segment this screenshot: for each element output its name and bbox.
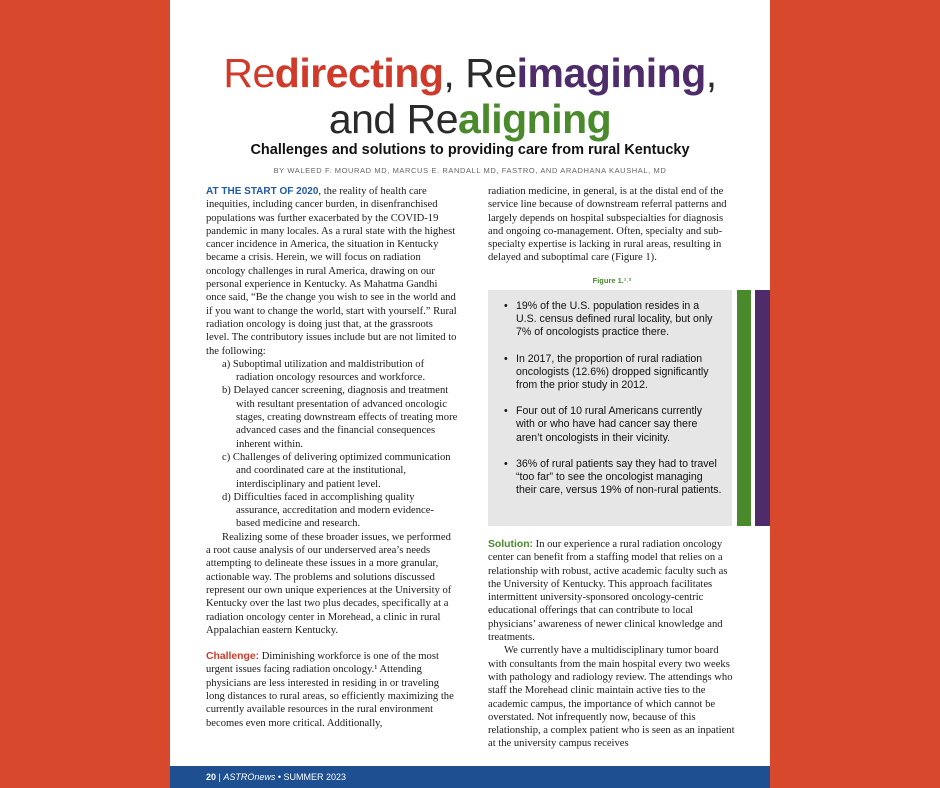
column-right (488, 185, 736, 265)
list-item: b) Delayed cancer screening, diagnosis and treatment with resultant presentation of advanced oncologic stages, creating downstream effects of treating more advanced cases and the financial consequences inherent within. (222, 385, 458, 450)
issue-label: • SUMMER 2023 (275, 772, 347, 782)
body-paragraph: radiation medicine, in general, is at the distal end of the service line because of downstream referral patterns and largely depends on hospital subspecialties for diagnosis and ongoing co-management. Often, specialty and sub-specialty expertise is lacking in rural areas, resulting in delayed and suboptimal care (Figure 1). (488, 186, 727, 264)
column-right-lower (488, 538, 736, 751)
spacer (206, 637, 458, 650)
figure-bullet: • Four out of 10 rural Americans currently with or who have had cancer say there aren’t oncologists in their vicinity. (504, 405, 722, 445)
byline: BY WALEED F. MOURAD MD, MARCUS E. RANDALL MD, FASTRO, AND ARADHANA KAUSHAL, MD (273, 166, 667, 175)
magazine-page (170, 0, 770, 788)
column-left (206, 185, 458, 730)
challenge-paragraph (206, 650, 458, 730)
solution-heading: Solution: (488, 539, 534, 550)
challenge-heading: Challenge: (206, 651, 260, 663)
figure-bullet: • In 2017, the proportion of rural radiation oncologists (12.6%) dropped significantly from the prior study in 2012. (504, 353, 722, 393)
intro-paragraph (206, 185, 458, 358)
body-paragraph: We currently have a multidisciplinary tumor board with consultants from the main hospital every two weeks with pathology and radiology review. The attendings who staff the Morehead clinic maintain active ties to the academic campus, the importance of which cannot be overstated. Not infrequently now, because of this relationship, a complex patient who is seen as an inpatient at the university campus receives (488, 645, 735, 750)
lead-in: AT THE START OF 2020 (206, 186, 319, 197)
footer-separator: | (216, 772, 224, 782)
issues-list (206, 358, 458, 531)
page-number: 20 (206, 772, 217, 782)
purple-accent-bar (755, 290, 770, 526)
page-footer (170, 766, 770, 788)
article-title-line2 (170, 96, 770, 142)
title-fragment: aligning (458, 96, 612, 142)
article-title-line1 (170, 50, 770, 96)
title-fragment: imagining (516, 50, 706, 96)
article-subtitle: Challenges and solutions to providing care from rural Kentucky (250, 142, 690, 158)
intro-text: , the reality of health care inequities, including cancer burden, in disenfranchised populations was further exacerbated by the COVID-19 pandemic in many locales. As a rural state with the highest cancer incidence in America, the situation in Kentucky became a crisis. Herein, we will focus on radiation oncology challenges in rural America, drawing on our personal experience in Kentucky. As Mahatma Gandhi once said, “Be the change you wish to see in the world and if you want to change the world, start with yourself.” Rural radiation oncology is doing just that, at the grassroots level. The contributory issues include but are not limited to the following: (206, 186, 457, 357)
publication-name: ASTROnews (223, 772, 276, 782)
list-item: a) Suboptimal utilization and maldistribution of radiation oncology resources and workforce. (222, 358, 426, 384)
solution-paragraph (488, 538, 736, 644)
title-fragment: , (705, 50, 717, 96)
figure-bullet: • 19% of the U.S. population resides in a U.S. census defined rural locality, but only 7% of oncologists practice there. (504, 300, 722, 340)
green-accent-bar (737, 290, 751, 526)
title-fragment: and Re (328, 96, 459, 142)
title-fragment: , Re (443, 50, 517, 96)
solution-text: In our experience a rural radiation oncology center can benefit from a staffing model that relies on a relationship with robust, active academic faculty such as the University of Kentucky. This approach facilitates intermittent university-sponsored oncology-centric educational offerings that can contribute to local physicians’ awareness of newer clinical knowledge and treatments. (488, 539, 728, 644)
figure-bullets (488, 290, 732, 497)
figure-bullet: • 36% of rural patients say they had to travel “too far” to see the oncologist managing their care, versus 19% of non-rural patients. (504, 458, 722, 498)
list-item: d) Difficulties faced in accomplishing quality assurance, accreditation and modern evidence-based medicine and research. (222, 491, 434, 530)
figure-caption: Figure 1.¹˒² (592, 276, 632, 285)
title-fragment: directing (274, 50, 444, 96)
challenge-text: Diminishing workforce is one of the most urgent issues facing radiation oncology.¹ Attending physicians are less interested in residing in or traveling long distances to rural areas, so efficiently maximizing the currently available resources in the rural environment becomes even more critical. Additionally, (206, 651, 454, 729)
figure-box (488, 290, 732, 526)
body-paragraph: Realizing some of these broader issues, we performed a root cause analysis of our underserved area’s needs attempting to delineate these issues in a more granular, actionable way. The problems and solutions discussed represent our own unique experiences at the University of Kentucky over the last two plus decades, specifically at a radiation oncology center in Morehead, a clinic in rural Appalachian eastern Kentucky. (206, 531, 452, 636)
title-fragment: Re (223, 50, 275, 96)
list-item: c) Challenges of delivering optimized communication and coordinated care at the institutional, interdisciplinary and patient level. (222, 451, 451, 490)
